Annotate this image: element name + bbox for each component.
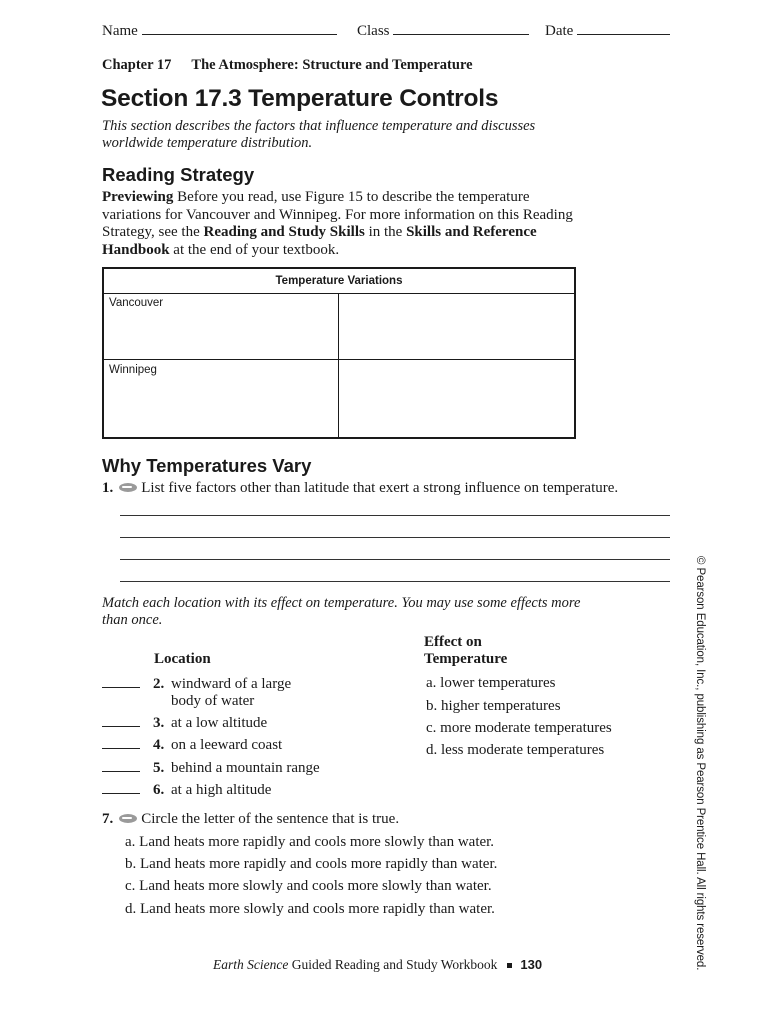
- match-number: 6.: [153, 782, 165, 798]
- strategy-bold-2: Skills and Reference Handbook: [102, 224, 537, 258]
- match-text: at a high altitude: [171, 782, 272, 798]
- q7-option-a[interactable]: a. Land heats more rapidly and cools more slowly than water.: [125, 834, 495, 850]
- match-item-5: [102, 760, 320, 777]
- pencil-icon: [119, 483, 137, 492]
- reading-strategy-heading: Reading Strategy: [102, 164, 255, 185]
- answer-line-2[interactable]: [120, 537, 670, 538]
- answer-line-1[interactable]: [120, 515, 670, 516]
- page-number: 130: [520, 957, 543, 972]
- question-1: [102, 480, 618, 497]
- strategy-lead: Previewing: [102, 189, 174, 205]
- matching-instructions: Match each location with its effect on temperature. You may use some effects more than once.: [102, 595, 581, 628]
- vancouver-answer-cell[interactable]: [340, 294, 570, 358]
- table-row-vancouver: Vancouver: [109, 297, 164, 309]
- effect-header-line-2: Temperature: [424, 651, 508, 667]
- temperature-variations-table: [102, 267, 576, 439]
- match-number: 4.: [153, 737, 165, 753]
- answer-line-4[interactable]: [120, 581, 670, 582]
- match-blank-5[interactable]: [102, 761, 140, 772]
- match-number: 3.: [153, 715, 165, 731]
- effect-option-c: c. more moderate temperatures: [426, 720, 612, 736]
- footer-book-rest: Guided Reading and Study Workbook: [288, 957, 498, 972]
- footer-square-icon: [507, 963, 512, 968]
- match-item-3: [102, 715, 267, 732]
- match-text: windward of a large: [171, 676, 292, 692]
- location-column-header: Location: [154, 651, 211, 667]
- match-item-4: [102, 737, 282, 754]
- effect-option-d: d. less moderate temperatures: [426, 742, 605, 758]
- section-intro: This section describes the factors that influence temperature and discusses worldwide temperature distribution.: [102, 118, 536, 151]
- table-column-divider: [338, 293, 339, 437]
- copyright-notice: © Pearson Education, Inc., publishing as Pearson Prentice Hall. All rights reserved.: [694, 556, 706, 971]
- match-number: 5.: [153, 760, 165, 776]
- question-1-number: 1.: [102, 480, 114, 496]
- chapter-title: The Atmosphere: Structure and Temperature: [191, 57, 473, 73]
- match-text: behind a mountain range: [171, 760, 320, 776]
- match-blank-2[interactable]: [102, 677, 140, 688]
- footer-book-italic: Earth Science: [213, 957, 289, 972]
- match-text: on a leeward coast: [171, 737, 283, 753]
- match-number: 2.: [153, 676, 165, 692]
- q7-option-c[interactable]: c. Land heats more slowly and cools more slowly than water.: [125, 878, 492, 894]
- strategy-bold-1: Reading and Study Skills: [203, 224, 365, 240]
- why-temperatures-vary-heading: Why Temperatures Vary: [102, 455, 312, 476]
- question-7-text: Circle the letter of the sentence that is true.: [141, 811, 400, 827]
- name-field[interactable]: [102, 22, 337, 40]
- strategy-text-2: in the: [364, 224, 407, 240]
- question-7: [102, 811, 399, 828]
- question-1-text: List five factors other than latitude that exert a strong influence on temperature.: [141, 480, 619, 496]
- question-7-number: 7.: [102, 811, 114, 827]
- match-text: at a low altitude: [171, 715, 268, 731]
- q7-option-d[interactable]: d. Land heats more slowly and cools more rapidly than water.: [125, 901, 495, 917]
- effect-header-line-1: Effect on: [424, 634, 482, 650]
- class-blank[interactable]: [393, 22, 529, 35]
- table-row-winnipeg: Winnipeg: [109, 364, 157, 376]
- chapter-heading: [102, 57, 473, 74]
- pencil-icon: [119, 814, 137, 823]
- date-field[interactable]: [545, 22, 670, 40]
- effect-option-a: a. lower temperatures: [426, 675, 556, 691]
- date-label: Date: [545, 23, 574, 39]
- chapter-number: Chapter 17: [102, 57, 172, 73]
- table-title: Temperature Variations: [104, 269, 574, 294]
- date-blank[interactable]: [577, 22, 670, 35]
- q7-option-b[interactable]: b. Land heats more rapidly and cools more rapidly than water.: [125, 856, 498, 872]
- name-label: Name: [102, 23, 138, 39]
- name-blank[interactable]: [142, 22, 337, 35]
- match-blank-3[interactable]: [102, 716, 140, 727]
- match-item-2-continued: body of water: [171, 693, 255, 709]
- match-item-6: [102, 782, 271, 799]
- strategy-text-3: at the end of your textbook.: [169, 241, 340, 258]
- match-blank-4[interactable]: [102, 738, 140, 749]
- winnipeg-answer-cell[interactable]: [340, 361, 570, 433]
- class-field[interactable]: [357, 22, 529, 40]
- match-item-2: [102, 676, 291, 693]
- effect-option-b: b. higher temperatures: [426, 698, 561, 714]
- effect-column-header: [424, 634, 507, 668]
- strategy-text-1: Before you read, use Figure 15 to describe the temperature variations for Vancouver and Winnipeg. For more information on this Reading Strategy, see the: [102, 189, 573, 240]
- table-row-divider: [104, 359, 574, 360]
- class-label: Class: [357, 23, 390, 39]
- section-title: Section 17.3 Temperature Controls: [101, 85, 499, 112]
- page-footer: [213, 957, 542, 973]
- match-blank-6[interactable]: [102, 783, 140, 794]
- answer-line-3[interactable]: [120, 559, 670, 560]
- reading-strategy-text: [102, 189, 582, 259]
